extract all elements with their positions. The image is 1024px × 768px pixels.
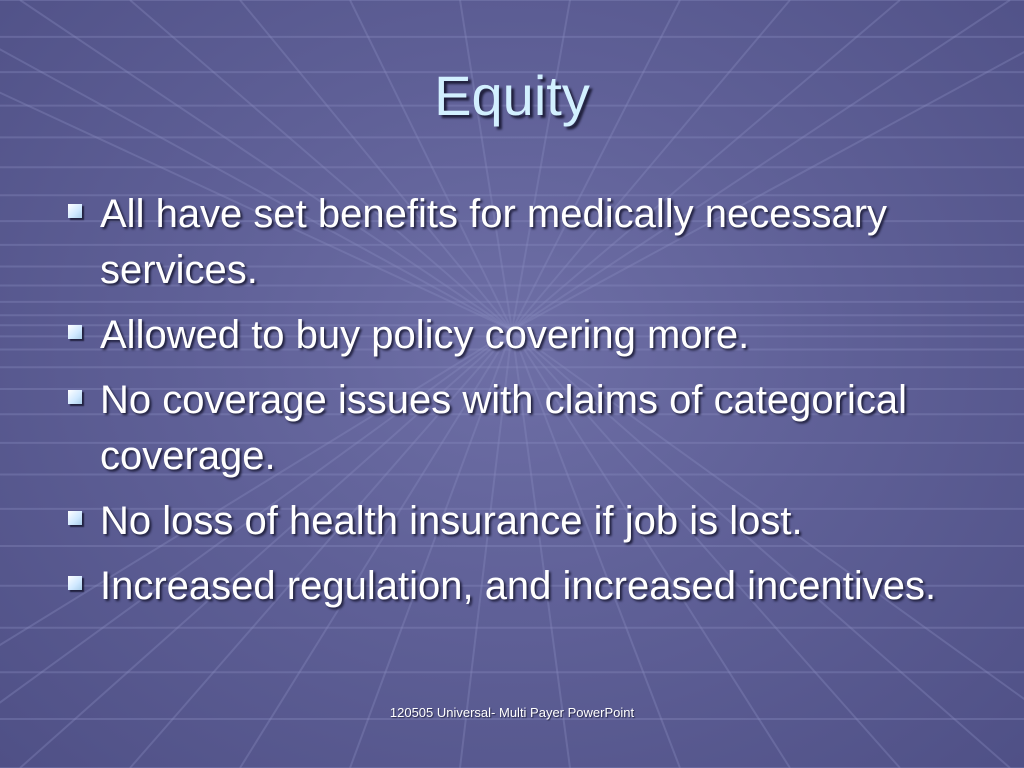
bullet-item [62,307,962,363]
square-bullet-icon [68,390,82,404]
square-bullet-icon [68,576,82,590]
square-bullet-icon [68,204,82,218]
slide-footer: 120505 Universal- Multi Payer PowerPoint [389,705,635,720]
bullet-text: No coverage issues with claims of categorical coverage. [100,378,908,478]
bullet-item [62,558,962,614]
bullet-text: Allowed to buy policy covering more. [100,313,750,357]
bullet-text: Increased regulation, and increased incentives. [100,564,937,608]
bullet-item [62,493,962,549]
bullet-list [62,186,962,623]
bullet-item [62,372,962,484]
bullet-text: All have set benefits for medically necessary services. [100,192,888,292]
bullet-text: No loss of health insurance if job is lost. [100,499,803,543]
bullet-item [62,186,962,298]
square-bullet-icon [68,325,82,339]
square-bullet-icon [68,511,82,525]
slide-title: Equity [434,64,590,127]
